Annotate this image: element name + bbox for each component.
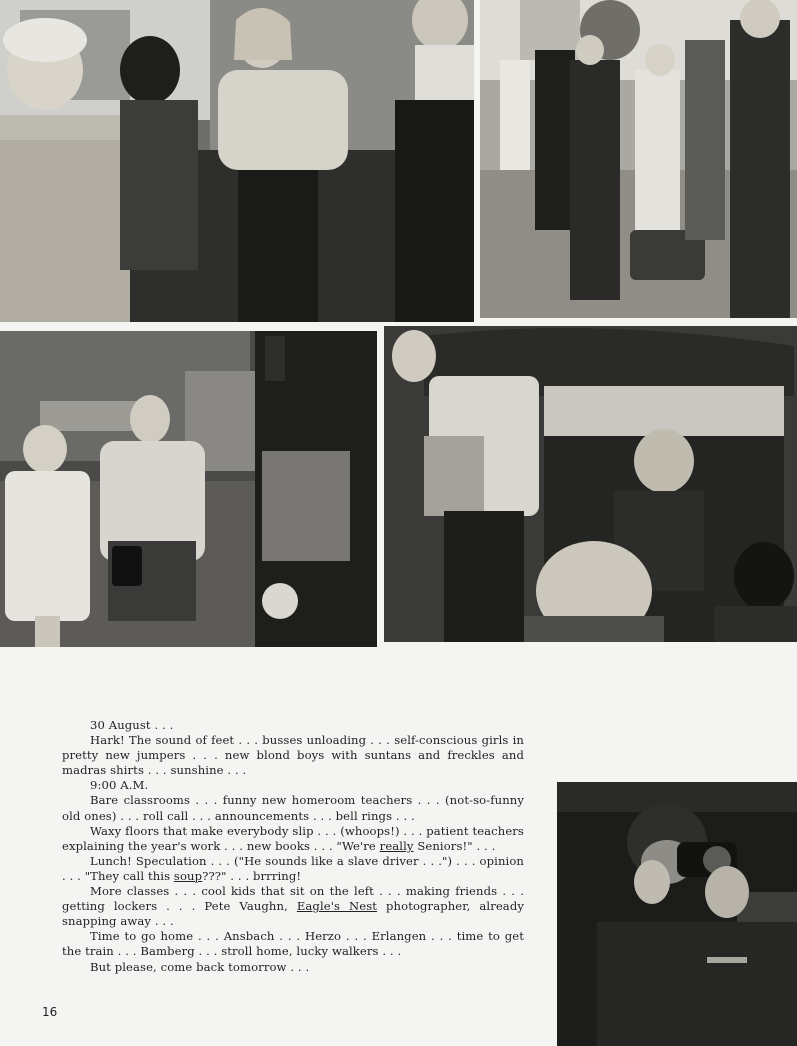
time-line: 9:00 A.M. <box>90 778 149 793</box>
paragraph-tomorrow: But please, come back tomorrow . . . <box>90 959 310 974</box>
paragraph-floors: Waxy floors that make everybody slip . . . (whoops!) . . . patient teachers explaining the year's work . . . new books . . . "We're really Seniors!" . . . <box>62 823 524 853</box>
paragraph-classrooms: Bare classrooms . . . funny new homeroom teachers . . . (not-so-funny old ones) . . . roll call . . . announcements . . . bell rings . . . <box>62 793 524 823</box>
article-text <box>62 718 524 975</box>
photo-photographer <box>557 782 797 1046</box>
photo-students-walking <box>480 0 797 318</box>
paragraph-classes: More classes . . . cool kids that sit on the left . . . making friends . . . getting lockers . . . Pete Vaughn, Eagle's Nest photographer, already snapping away . . . <box>62 884 524 929</box>
photo-inside-bus <box>384 326 797 642</box>
paragraph-arrival: Hark! The sound of feet . . . busses unloading . . . self-conscious girls in pretty new jumpers . . . new blond boys with suntans and freckles and madras shirts . . . sunshine . . . <box>62 733 524 778</box>
photo-girls-beside-bus <box>0 331 377 647</box>
page-number: 16 <box>42 1005 58 1019</box>
paragraph-lunch: Lunch! Speculation . . . ("He sounds like a slave driver . . .") . . . opinion . . . "They call this soup???" . . . brrring! <box>62 853 524 883</box>
photo-girls-talking <box>0 0 474 322</box>
paragraph-home: Time to go home . . . Ansbach . . . Herzo . . . Erlangen . . . time to get the train . . . Bamberg . . . stroll home, lucky walkers . . . <box>62 929 524 959</box>
date-line: 30 August . . . <box>90 718 174 732</box>
